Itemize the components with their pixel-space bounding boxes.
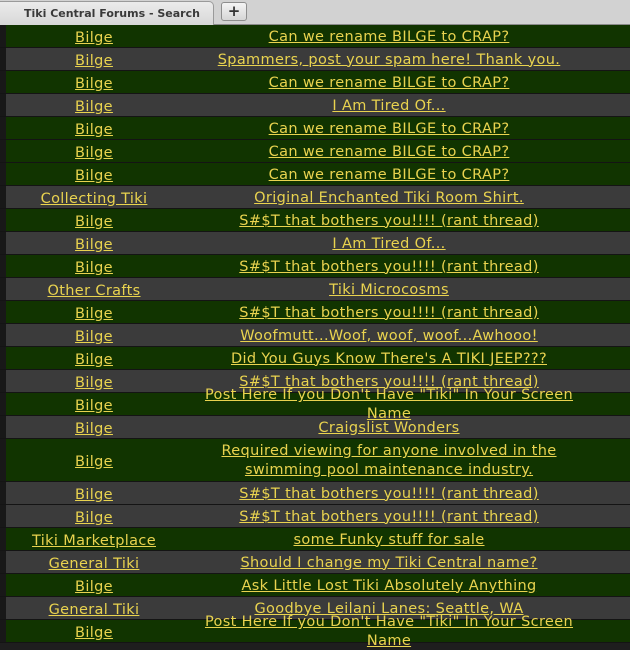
- topic-cell: [182, 553, 596, 572]
- topic-link[interactable]: Goodbye Leilani Lanes: Seattle, WA: [254, 600, 524, 617]
- forum-link[interactable]: Bilge: [75, 29, 113, 46]
- forum-cell: [6, 530, 182, 549]
- topic-link[interactable]: Woofmutt...Woof, woof, woof...Awhooo!: [240, 327, 538, 344]
- forum-cell: [6, 622, 182, 641]
- topic-link[interactable]: Spammers, post your spam here! Thank you.: [217, 51, 561, 68]
- forum-cell: [6, 553, 182, 572]
- forum-cell: [6, 257, 182, 276]
- topic-cell: [182, 50, 596, 69]
- forum-cell: [6, 418, 182, 437]
- table-row: [0, 186, 630, 209]
- forum-cell: [6, 280, 182, 299]
- topic-link[interactable]: Can we rename BILGE to CRAP?: [268, 28, 510, 45]
- forum-cell: [6, 576, 182, 595]
- topic-cell: [182, 303, 596, 322]
- topic-cell: [182, 612, 596, 650]
- topic-cell: [182, 507, 596, 526]
- forum-link[interactable]: Bilge: [75, 328, 113, 345]
- forum-cell: [6, 326, 182, 345]
- forum-link[interactable]: Bilge: [75, 75, 113, 92]
- forum-link[interactable]: Bilge: [75, 305, 113, 322]
- table-row: [0, 439, 630, 482]
- table-row: [0, 387, 630, 422]
- forum-cell: [6, 96, 182, 115]
- forum-link[interactable]: Bilge: [75, 144, 113, 161]
- browser-tab[interactable]: Tiki Central Forums - Search: [0, 1, 214, 25]
- table-row: [0, 25, 630, 48]
- topic-link[interactable]: I Am Tired Of...: [332, 97, 446, 114]
- topic-cell: [182, 188, 596, 207]
- forum-link[interactable]: Bilge: [75, 52, 113, 69]
- table-row: [0, 347, 630, 370]
- topic-link[interactable]: S#$T that bothers you!!!! (rant thread): [239, 212, 539, 229]
- forum-link[interactable]: Bilge: [75, 98, 113, 115]
- table-row: [0, 574, 630, 597]
- forum-link[interactable]: Bilge: [75, 486, 113, 503]
- topic-cell: [182, 257, 596, 276]
- table-row: [0, 48, 630, 71]
- forum-link[interactable]: Bilge: [75, 374, 113, 391]
- forum-link[interactable]: Bilge: [75, 420, 113, 437]
- forum-cell: [6, 165, 182, 184]
- forum-link[interactable]: Bilge: [75, 351, 113, 368]
- topic-link[interactable]: Craigslist Wonders: [318, 419, 460, 436]
- topic-link[interactable]: Original Enchanted Tiki Room Shirt.: [254, 189, 524, 206]
- forum-cell: [6, 27, 182, 46]
- topic-cell: [182, 73, 596, 92]
- forum-link[interactable]: General Tiki: [48, 601, 140, 618]
- forum-cell: [6, 142, 182, 161]
- topic-cell: [182, 530, 596, 549]
- topic-cell: [182, 484, 596, 503]
- topic-link[interactable]: Required viewing for anyone involved in the swimming pool maintenance industry.: [221, 443, 557, 478]
- topic-cell: [182, 326, 596, 345]
- forum-link[interactable]: Bilge: [75, 259, 113, 276]
- topic-cell: [182, 349, 596, 368]
- forum-link[interactable]: Collecting Tiki: [40, 190, 148, 207]
- topic-link[interactable]: S#$T that bothers you!!!! (rant thread): [239, 485, 539, 502]
- forum-cell: [6, 188, 182, 207]
- forum-link[interactable]: Bilge: [75, 236, 113, 253]
- forum-cell: [6, 507, 182, 526]
- table-row: [0, 505, 630, 528]
- forum-link[interactable]: Bilge: [75, 509, 113, 526]
- topic-link[interactable]: some Funky stuff for sale: [293, 531, 485, 548]
- table-row: [0, 71, 630, 94]
- table-row: [0, 232, 630, 255]
- topic-cell: [182, 119, 596, 138]
- topic-cell: [182, 576, 596, 595]
- topic-cell: [182, 27, 596, 46]
- topic-link[interactable]: Post Here If you Don't Have "Tiki" In Your Screen Name: [204, 387, 574, 422]
- forum-cell: [6, 395, 182, 414]
- topic-cell: [182, 142, 596, 161]
- table-row: [0, 117, 630, 140]
- table-row: [0, 209, 630, 232]
- topic-cell: [182, 234, 596, 253]
- forum-cell: [6, 599, 182, 618]
- forum-link[interactable]: Bilge: [75, 167, 113, 184]
- table-row: [0, 255, 630, 278]
- topic-cell: [182, 418, 596, 437]
- forum-cell: [6, 372, 182, 391]
- forum-cell: [6, 234, 182, 253]
- forum-link[interactable]: Bilge: [75, 121, 113, 138]
- topic-link[interactable]: Can we rename BILGE to CRAP?: [268, 74, 510, 91]
- forum-cell: [6, 119, 182, 138]
- new-tab-button[interactable]: +: [221, 2, 247, 21]
- table-row: [0, 551, 630, 574]
- forum-link[interactable]: Bilge: [75, 213, 113, 230]
- forum-link[interactable]: Tiki Marketplace: [32, 532, 156, 549]
- forum-link[interactable]: Bilge: [75, 624, 113, 641]
- topic-link[interactable]: Can we rename BILGE to CRAP?: [268, 143, 510, 160]
- topic-cell: [182, 96, 596, 115]
- table-row: [0, 163, 630, 186]
- topic-link[interactable]: S#$T that bothers you!!!! (rant thread): [239, 508, 539, 525]
- forum-cell: [6, 50, 182, 69]
- topic-cell: [182, 441, 596, 479]
- table-row: [0, 94, 630, 117]
- forum-link[interactable]: Bilge: [75, 453, 113, 470]
- topic-link[interactable]: Can we rename BILGE to CRAP?: [268, 120, 510, 137]
- topic-link[interactable]: S#$T that bothers you!!!! (rant thread): [239, 304, 539, 321]
- browser-tab-bar: [0, 0, 630, 25]
- forum-cell: [6, 349, 182, 368]
- topic-link[interactable]: Can we rename BILGE to CRAP?: [268, 166, 510, 183]
- table-row: [0, 301, 630, 324]
- topic-cell: [182, 280, 596, 299]
- forum-cell: [6, 451, 182, 470]
- forum-link[interactable]: General Tiki: [48, 555, 140, 572]
- table-row: [0, 324, 630, 347]
- forum-link[interactable]: Bilge: [75, 397, 113, 414]
- topic-link[interactable]: Post Here If you Don't Have "Tiki" In Your Screen Name: [204, 614, 574, 649]
- table-row: [0, 416, 630, 439]
- forum-cell: [6, 211, 182, 230]
- topic-link[interactable]: Tiki Microcosms: [329, 281, 449, 298]
- forum-link[interactable]: Bilge: [75, 578, 113, 595]
- table-row: [0, 482, 630, 505]
- search-results-table: [0, 25, 630, 649]
- table-row: [0, 140, 630, 163]
- topic-link[interactable]: S#$T that bothers you!!!! (rant thread): [239, 258, 539, 275]
- topic-cell: [182, 165, 596, 184]
- topic-link[interactable]: S#$T that bothers you!!!! (rant thread): [239, 373, 539, 390]
- topic-link[interactable]: Did You Guys Know There's A TIKI JEEP???: [231, 350, 547, 367]
- table-row: [0, 528, 630, 551]
- forum-cell: [6, 73, 182, 92]
- forum-link[interactable]: Other Crafts: [47, 282, 141, 299]
- forum-cell: [6, 303, 182, 322]
- forum-cell: [6, 484, 182, 503]
- table-row: [0, 278, 630, 301]
- topic-link[interactable]: Should I change my Tiki Central name?: [240, 554, 538, 571]
- topic-link[interactable]: Ask Little Lost Tiki Absolutely Anything: [241, 577, 537, 594]
- topic-link[interactable]: I Am Tired Of...: [332, 235, 446, 252]
- topic-cell: [182, 211, 596, 230]
